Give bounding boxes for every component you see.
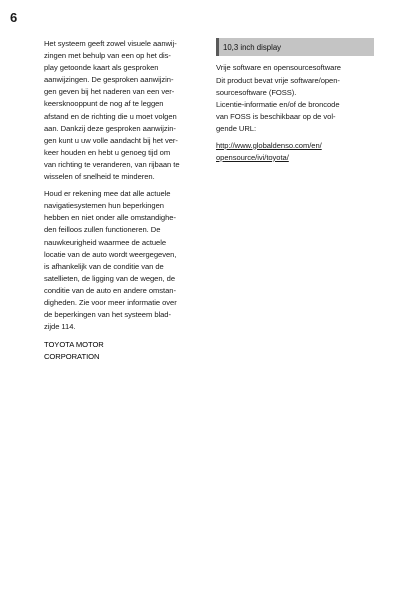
page-number: 6 — [10, 10, 18, 25]
company-name — [44, 339, 204, 363]
right-column — [216, 38, 374, 164]
text-line: aan. Dankzij deze gesproken aanwijzin- — [44, 123, 176, 133]
text-line: aanwijzingen. De gesproken aanwijzin- — [44, 75, 174, 85]
section-title: 10,3 inch display — [223, 42, 282, 52]
text-line: Dit product bevat vrije software/open- — [216, 76, 340, 86]
foss-heading-paragraph: Vrije software en opensourcesoftware — [216, 63, 341, 72]
foss-license-paragraph — [216, 75, 374, 135]
url-line[interactable]: opensource/ivi/toyota/ — [216, 152, 289, 162]
text-line: Houd er rekening mee dat alle actuele — [44, 189, 171, 199]
text-line: gen geven bij het naderen van een ver- — [44, 87, 175, 97]
text-line: digheden. Zie voor meer informatie over — [44, 297, 177, 307]
text-line: satellieten, de ligging van de wegen, de — [44, 273, 175, 283]
text-line: keersknooppunt de nog af te leggen — [44, 99, 164, 109]
text-line: Licentie-informatie en/of de broncode — [216, 100, 340, 110]
text-line: navigatiesystemen hun beperkingen — [44, 201, 164, 211]
limitations-paragraph — [44, 188, 204, 333]
navigation-description-paragraph — [44, 38, 204, 183]
text-line: de beperkingen van het systeem blad- — [44, 310, 171, 320]
text-line: locatie van de auto wordt weergegeven, — [44, 249, 177, 259]
text-line: zijde 114. — [44, 322, 76, 332]
text-line: zingen met behulp van een op het dis- — [44, 51, 171, 61]
text-line: van richting te veranderen, van rijbaan te — [44, 159, 180, 169]
section-header — [216, 38, 374, 56]
text-line: play getoonde kaart als gesproken — [44, 63, 159, 73]
text-line: keer houden en hebt u genoeg tijd om — [44, 147, 171, 157]
url-line[interactable]: http://www.globaldenso.com/en/ — [216, 140, 322, 150]
text-line: gende URL: — [216, 124, 257, 134]
text-line: Het systeem geeft zowel visuele aanwij- — [44, 39, 177, 48]
foss-url-link[interactable] — [216, 140, 374, 164]
text-line: afstand en de richting die u moet volgen — [44, 111, 177, 121]
text-line: sourcesoftware (FOSS). — [216, 88, 297, 98]
text-line: is afhankelijk van de conditie van de — [44, 261, 164, 271]
text-line: wisselen of snelheid te minderen. — [44, 172, 155, 182]
text-line: gen kunt u uw volle aandacht bij het ver- — [44, 135, 178, 145]
text-line: van FOSS is beschikbaar op de vol- — [216, 112, 336, 122]
company-line: TOYOTA MOTOR — [44, 340, 104, 350]
company-line: CORPORATION — [44, 352, 100, 362]
text-line: den feilloos zullen functioneren. De — [44, 225, 161, 235]
text-line: conditie van de auto en andere omstan- — [44, 285, 176, 295]
left-column — [44, 38, 204, 363]
text-line: nauwkeurigheid waarmee de actuele — [44, 237, 167, 247]
text-line: hebben en niet onder alle omstandighe- — [44, 213, 176, 223]
